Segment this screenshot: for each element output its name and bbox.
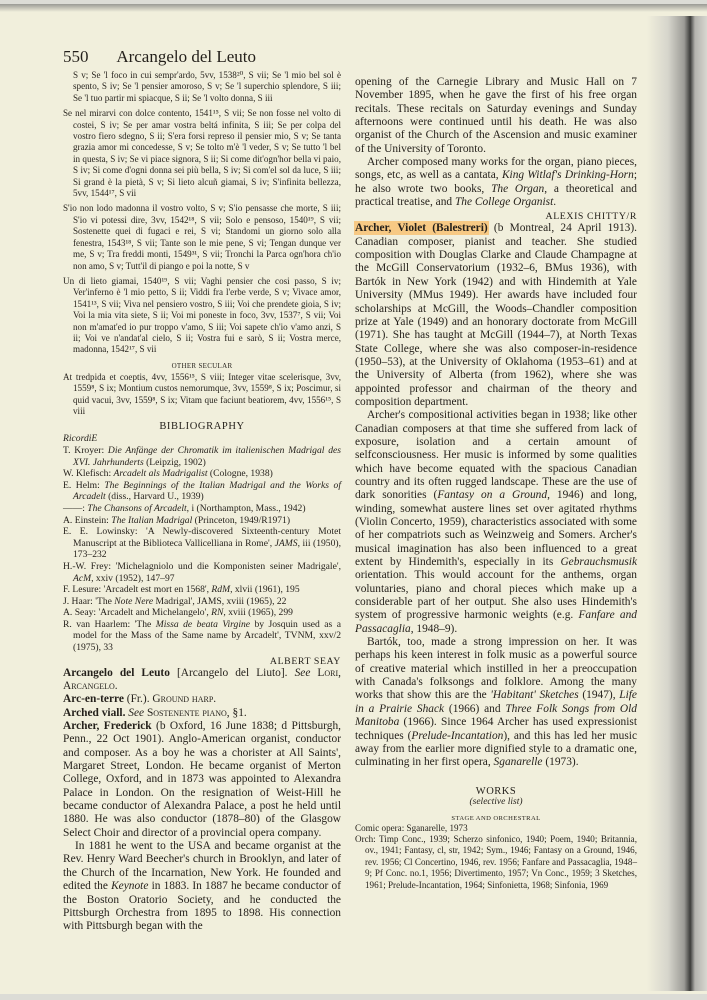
cross-reference-link[interactable]: Lori, Arcangelo. bbox=[63, 666, 342, 692]
running-title: Arcangelo del Leuto bbox=[116, 47, 257, 66]
works-paragraph: Un di lieto giamai, 1540¹⁹, S vii; Vaghi pensier che cosi passo, S iv; Ver'inferno è 'l mio petto, S ii; Viddi fra l'erbe verde, S v; Vivace amor, 1541¹³, S vii; Viva nel pensiero vostro, S iii; Voi che prendete gioia, S iv; Voi la mia vita siete, S ii; Voi mi poneste in foco, 3vv, 1537⁷, S vii; Voi non m'amat'ed io pur troppo v'amo, S iii; Voi sapete ch'io v'amo anzi, S ii; Voi ve n'andat'al cielo, S ii; Vostra fui e sarò, S ii; Vostra merce, madonna, 1542¹⁷, S vii bbox=[63, 275, 341, 355]
bibliography-list bbox=[63, 433, 341, 653]
entry-arched-viall: Arched viall. See Sostenente piano, §1. bbox=[63, 706, 247, 719]
works-list-continued bbox=[63, 70, 341, 356]
bibliography-item: A. Seay: 'Arcadelt and Michelangelo', RN, xviii (1965), 299 bbox=[63, 607, 293, 619]
entry-archer-violet: Archer, Violet (Balestreri) (b Montreal, 24 April 1913). Canadian composer, pianist and teacher. She studied composition with Douglas Clarke and Claude Champagne at the McGill Conservatorium (1932–6, BMus 1936), with Bartók in New York (1942) and with Hindemith at Yale University (MMus 1949). Her awards have included four scholarships at McGill, the Woods–Chandler composition prize at Yale (1949) and an honorary doctorate from McGill (1971). She has taught at McGill (1944–7), at North Texas State College, where she was also composer-in-residence (1950–53), at the University of Oklahoma (1953–61) and at the University of Alberta (from 1962), where she was appointed professor and chairman of the theory and composition department. bbox=[355, 222, 637, 408]
bibliography-item: RicordiE bbox=[63, 433, 98, 445]
bibliography-item: ——: The Chansons of Arcadelt, i (Northampton, Mass., 1942) bbox=[63, 502, 306, 514]
author-signature: ALEXIS CHITTY/R bbox=[545, 211, 637, 223]
works-heading: WORKS bbox=[475, 785, 517, 797]
entry-arcangelo-del-leuto: Arcangelo del Leuto [Arcangelo del Liuto]. See Lori, Arcangelo. bbox=[63, 666, 342, 692]
entry-headword: Archer, Frederick bbox=[63, 720, 152, 733]
works-list bbox=[355, 823, 637, 891]
entry-paragraph: Bartók, too, made a strong impression on her. It was perhaps his keen interest in folk music as a powerful source of creative material which instilled in her a preoccupation with Canada's folksongs and folklore. Among the many works that show this are the 'Habitant' Sketches (1947), Life in a Prairie Shack (1966) and Three Folk Songs from Old Manitoba (1966). Since 1964 Archer has used expressionist techniques (Prelude-Incantation), and this has led her music away from the earlier more dignified style to a dramatic one, culminating in her first opera, Sganarelle (1973). bbox=[355, 636, 638, 769]
bibliography-item: F. Lesure: 'Arcadelt est mort en 1568', RdM, xlvii (1961), 195 bbox=[63, 584, 300, 596]
works-category-heading: STAGE AND ORCHESTRAL bbox=[451, 814, 541, 822]
bibliography-item: H.-W. Frey: 'Michelagniolo und die Komponisten seiner Madrigale', AcM, xxiv (1952), 147–97 bbox=[63, 560, 341, 584]
bibliography-item: R. van Haarlem: 'The Missa de beata Virgine by Josquin used as a model for the Mass of the Same name by Arcadelt', TVNM, xxv/2 (1975), 33 bbox=[63, 618, 341, 654]
other-secular-heading: OTHER SECULAR bbox=[171, 361, 233, 370]
right-column bbox=[355, 76, 637, 891]
bibliography-item: E. E. Lowinsky: 'A Newly-discovered Sixteenth-century Motet Manuscript at the Biblioteca Vallicelliana in Rome', JAMS, iii (1950), 173–232 bbox=[63, 526, 341, 561]
bibliography-item: T. Kroyer: Die Anfänge der Chromatik im italienischen Madrigal des XVI. Jahrhunderts (Leipzig, 1902) bbox=[63, 444, 341, 468]
works-subheading: (selective list) bbox=[469, 796, 523, 807]
bibliography-item: E. Helm: The Beginnings of the Italian Madrigal and the Works of Arcadelt (diss., Harvard U., 1939) bbox=[63, 479, 341, 503]
book-binding-shadow bbox=[647, 16, 707, 991]
other-secular-text: At tredpida et coeptis, 4vv, 1556¹⁵, S viii; Integer vitae scelerisque, 3vv, 1559⁸, S ix; Montium custos nemorumque, 3vv, 1559⁸, S ix; Poscimur, si quid vacui, 3vv, 1559⁸, S ix; Vitam que faciunt beatiorem, 4vv, 1556¹⁵, S viii bbox=[63, 371, 341, 416]
bibliography-item: J. Haar: 'The Note Nere Madrigal', JAMS, xviii (1965), 22 bbox=[63, 595, 287, 607]
entry-paragraph: Archer's compositional activities began in 1938; like other Canadian composers at that time she suffered from lack of exposure, isolation and a certain amount of selfconsciousness. Her music is informed by some qualities which have become equated with the spacious Canadian country and its often rugged landscape. These are the use of dark sonorities (Fantasy on a Ground, 1946) and long, winding, somewhat austere lines set over agitated rhythms (Violin Concerto, 1959), characteristics associated with some of her compatriots such as Weinzweig and Somers. Archer's musical imagination has also been influenced to a great extent by Hindemith's, especially in its Gebrauchsmusik orientation. This would account for the anthems, organ voluntaries, piano and choral pieces which make up a considerable part of her output. She also uses Hindemith's system of progressive harmonic weights (e.g. Fanfare and Passacaglia, 1948–9). bbox=[355, 409, 638, 635]
works-paragraph: S'io non lodo madonna il vostro volto, S v; S'io pensasse che morte, S iii; S'io vi potessi dire, 3vv, 1542¹⁸, S vii; Solo e pensoso, 1540¹⁹, S vii; Sostenette quei di fugaci e rei, S vi; Standomi un giorno solo alla fenestra, 1543¹⁸, S vii; Tante son le mie pene, S vi; Tengan dunque ver me, S v; Tra freddi monti, 1549³¹, S vii; Tronchi la Parca ogn'hora ch'io non amo, S v; Tutt'il di piango e poi la notte, S v bbox=[63, 203, 341, 271]
highlighted-headword: Archer, Violet (Balestreri) bbox=[355, 222, 488, 235]
entry-paragraph: In 1881 he went to the USA and became organist at the Rev. Henry Ward Beecher's church in Brooklyn, and later of the Church of the Incarnation, New York. He founded and edited the Keynote in 1883. In 1887 he became conductor of the Boston Oratorio Society, and he conducted the Pittsburgh Orchestra from 1895 to 1898. His connection with Pittsburgh began with the bbox=[63, 840, 341, 933]
bibliography-heading: BIBLIOGRAPHY bbox=[159, 421, 245, 433]
entry-headword: Arched viall. bbox=[63, 706, 126, 719]
works-item: Orch: Timp Conc., 1939; Scherzo sinfonico, 1940; Poem, 1940; Britannia, ov., 1941; Fantasy, cl, str, 1942; Sym., 1946; Fantasy on a Ground, 1946, rev. 1956; Cl Concertino, 1946, rev. 1956; Fanfare and Passacaglia, 1948–9; Pf Conc. no.1, 1956; Divertimento, 1957; Vn Conc., 1959; 3 Sketches, 1961; Prelude-Incantation, 1964; Sinfonietta, 1968; Sinfonia, 1969 bbox=[355, 833, 637, 890]
works-paragraph: Se nel mirarvi con dolce contento, 1541¹⁵, S vii; Se non fosse nel volto di costei, S iv; Se per amar vostra beltá infinita, S iii; Se per colpa del vostro fiero sdegno, S ii; S'era forsi represo il pensier mio, S v; Se tanta grazia amor mi concedesse, S v; Se tolto m'è 'l veder, S v; Se tutto 'l bel in questa, S iv; Se vi piace signora, S ii; Si come dit'ogn'hor bella vi paio, S iv; Si come d'ogni donna sei più bella, S iv; Si com'el sol da luce, S iii; Si grand è la pietà, S v; Si lieto alcuñ giamai, S iv; S'infinita bellezza, 5vv, 1544¹⁷, S vii bbox=[63, 108, 341, 199]
author-signature: ALBERT SEAY bbox=[269, 655, 341, 667]
entry-headword: Arcangelo del Leuto bbox=[63, 666, 170, 679]
cross-reference-link[interactable]: Sostenente piano bbox=[144, 706, 227, 719]
entry-paragraph: Archer composed many works for the organ, piano pieces, songs, etc, as well as a cantata, King Witlaf's Drinking-Horn; he also wrote two books, The Organ, a theoretical and practical treatise, and The College Organist. bbox=[355, 156, 637, 209]
entry-headword: Arc-en-terre bbox=[63, 693, 124, 706]
page-top-shadow bbox=[0, 4, 707, 12]
bibliography-item: W. Klefisch: Arcadelt als Madrigalist (Cologne, 1938) bbox=[63, 468, 273, 480]
book-page bbox=[0, 4, 707, 994]
running-header bbox=[63, 47, 256, 67]
works-paragraph: S v; Se 'l foco in cui sempr'ardo, 5vv, 1538²⁰, S vii; Se 'l mio bel sol è spento, S iv; Se 'l pensier amoroso, S v; Se 'l superchio splendore, S iii; Se 'l tuo partir mi spiacque, S ii; Se 'l volto donna, S iii bbox=[73, 70, 341, 103]
left-column bbox=[63, 70, 341, 934]
works-item: Comic opera: Sganarelle, 1973 bbox=[355, 822, 468, 833]
entry-archer-frederick: Archer, Frederick (b Oxford, 16 June 1838; d Pittsburgh, Penn., 22 Oct 1901). Anglo-American organist, conductor and composer. As a boy he was a chorister at All Saints', Margaret Street, London. He became organist of Merton College, Oxford, and in 1873 was appointed to Alexandra Palace in London. On the resignation of Weist-Hill he became conductor of Alexandra Palace, a post he held until 1880. He was also conductor (1878–80) of the Glasgow Select Choir and director of a provincial opera company. bbox=[63, 720, 341, 839]
entry-paragraph: opening of the Carnegie Library and Music Hall on 7 November 1895, when he gave the first of his free organ recitals. These recitals on Saturday evenings and Sunday afternoons were continued until his death. He was also organist of the Church of the Ascension and music examiner of the University of Toronto. bbox=[355, 76, 637, 155]
entry-arc-en-terre: Arc-en-terre (Fr.). Ground harp. bbox=[63, 693, 217, 706]
cross-reference-link[interactable]: Ground harp. bbox=[152, 693, 217, 706]
bibliography-item: A. Einstein: The Italian Madrigal (Princeton, 1949/R1971) bbox=[63, 514, 291, 526]
page-number: 550 bbox=[63, 47, 89, 66]
